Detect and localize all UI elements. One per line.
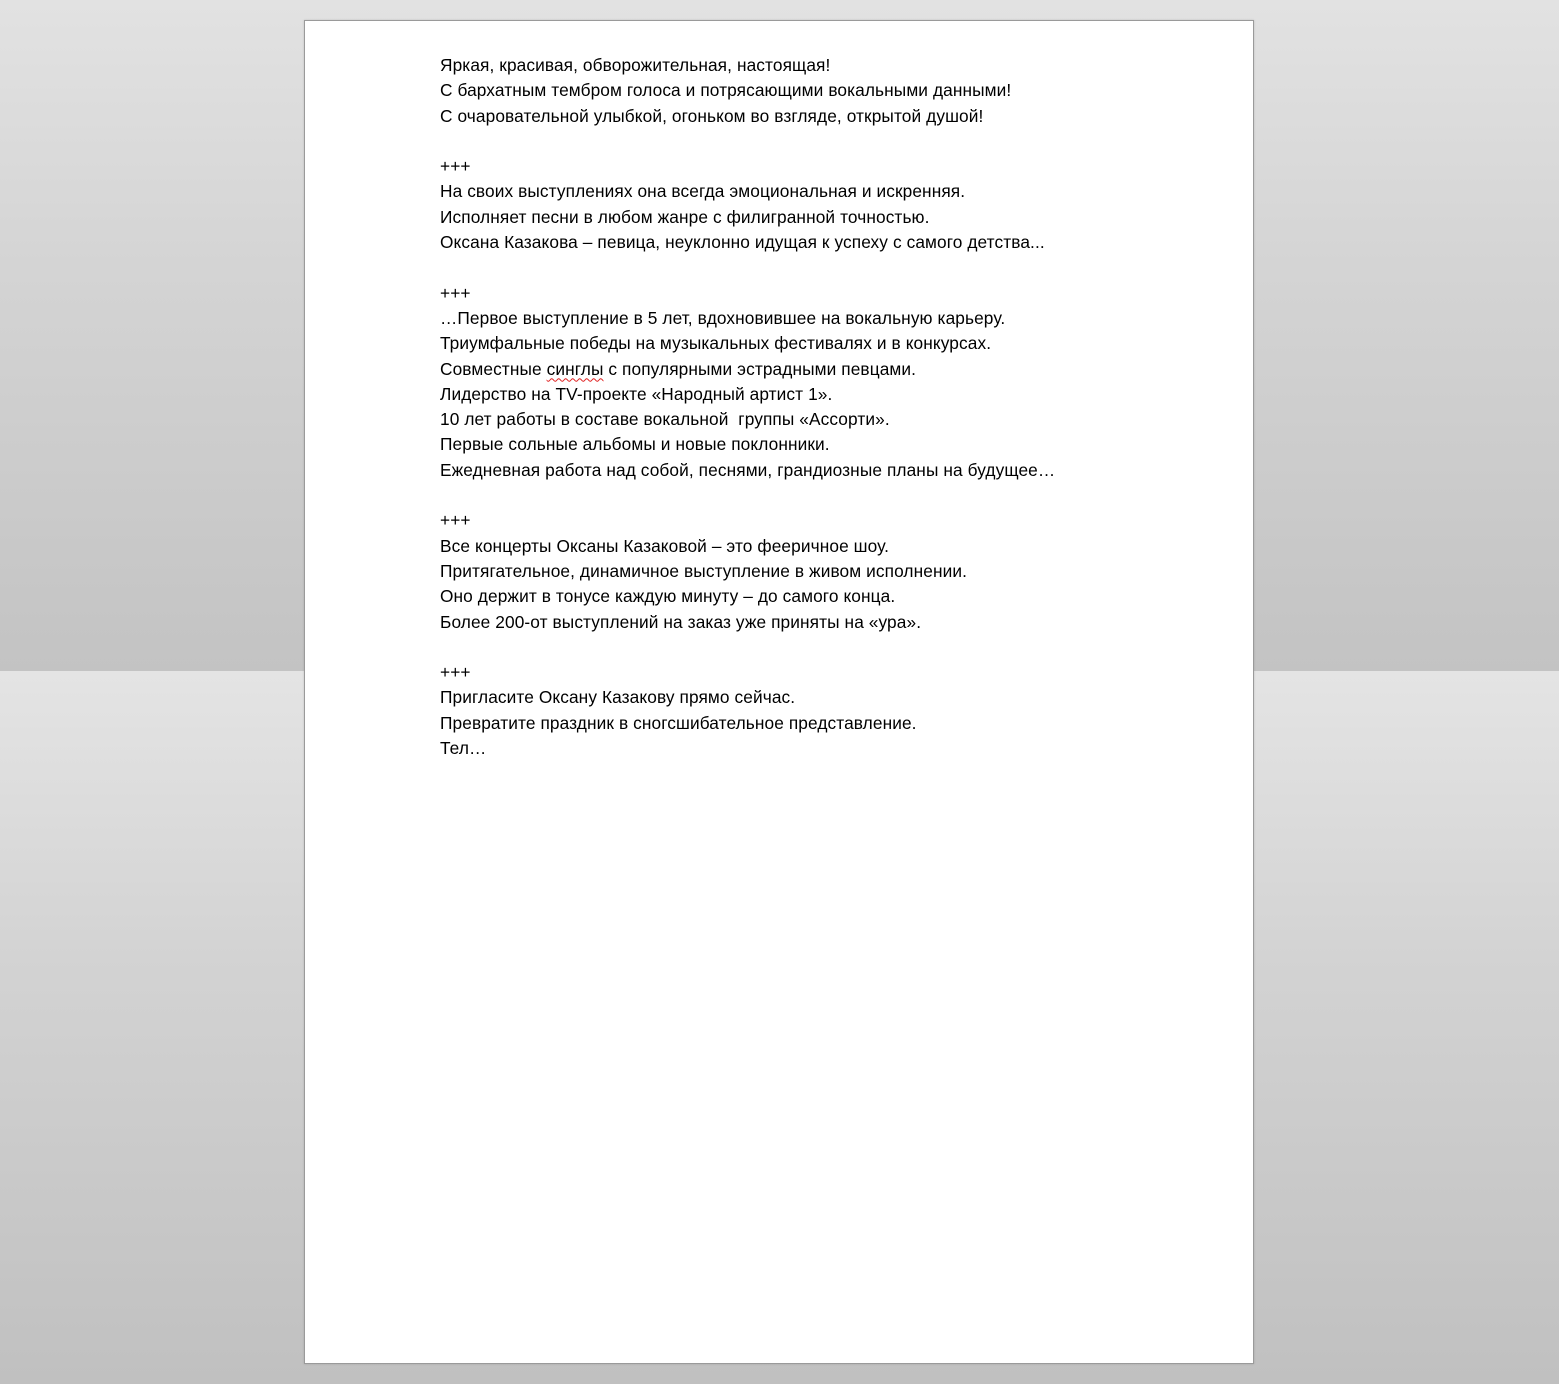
text-line: Яркая, красивая, обворожительная, настоящая! bbox=[440, 55, 831, 75]
blank-line bbox=[440, 129, 1200, 154]
text-line: Притягательное, динамичное выступление в живом исполнении. bbox=[440, 560, 968, 581]
text-line: С бархатным тембром голоса и потрясающими вокальными данными! bbox=[440, 80, 1012, 101]
text-line: Оно держит в тонусе каждую минуту – до самого конца. bbox=[440, 586, 896, 607]
text-line: С очаровательной улыбкой, огоньком во взгляде, открытой душой! bbox=[440, 105, 984, 126]
text-line: Исполняет песни в любом жанре с филигранной точностью. bbox=[440, 206, 930, 227]
text-line: …Первое выступление в 5 лет, вдохновившее на вокальную карьеру. bbox=[440, 307, 1006, 328]
text-line: На своих выступлениях она всегда эмоциональная и искренняя. bbox=[440, 181, 966, 202]
text-line: Первые сольные альбомы и новые поклонники. bbox=[440, 434, 830, 455]
text-line: Все концерты Оксаны Казаковой – это фееричное шоу. bbox=[440, 535, 890, 556]
separator-line: +++ bbox=[440, 156, 471, 177]
separator-line: +++ bbox=[440, 282, 471, 303]
separator-line: +++ bbox=[440, 510, 471, 531]
text-fragment: с популярными эстрадными певцами. bbox=[603, 358, 917, 379]
text-line: Превратите праздник в сногсшибательное представление. bbox=[440, 712, 917, 733]
text-line: Тел… bbox=[440, 738, 487, 759]
blank-line bbox=[440, 635, 1200, 660]
misspelled-word[interactable]: синглы bbox=[546, 358, 604, 379]
text-line: Более 200-от выступлений на заказ уже приняты на «ура». bbox=[440, 611, 922, 632]
text-line: 10 лет работы в составе вокальной группы «Ассорти». bbox=[440, 409, 890, 430]
text-line: Лидерство на TV-проекте «Народный артист 1». bbox=[440, 383, 833, 404]
text-line bbox=[440, 357, 1200, 382]
blank-line bbox=[440, 255, 1200, 280]
text-line: Пригласите Оксану Казакову прямо сейчас. bbox=[440, 687, 796, 708]
text-line: Ежедневная работа над собой, песнями, грандиозные планы на будущее… bbox=[440, 459, 1056, 480]
text-line: Триумфальные победы на музыкальных фестивалях и в конкурсах. bbox=[440, 333, 992, 354]
document-page[interactable] bbox=[304, 20, 1254, 1364]
separator-line: +++ bbox=[440, 662, 471, 683]
text-line: Оксана Казакова – певица, неуклонно идущая к успеху с самого детства... bbox=[440, 232, 1045, 253]
blank-line bbox=[440, 483, 1200, 508]
text-fragment: Совместные bbox=[440, 358, 547, 379]
document-body[interactable] bbox=[440, 53, 1200, 761]
